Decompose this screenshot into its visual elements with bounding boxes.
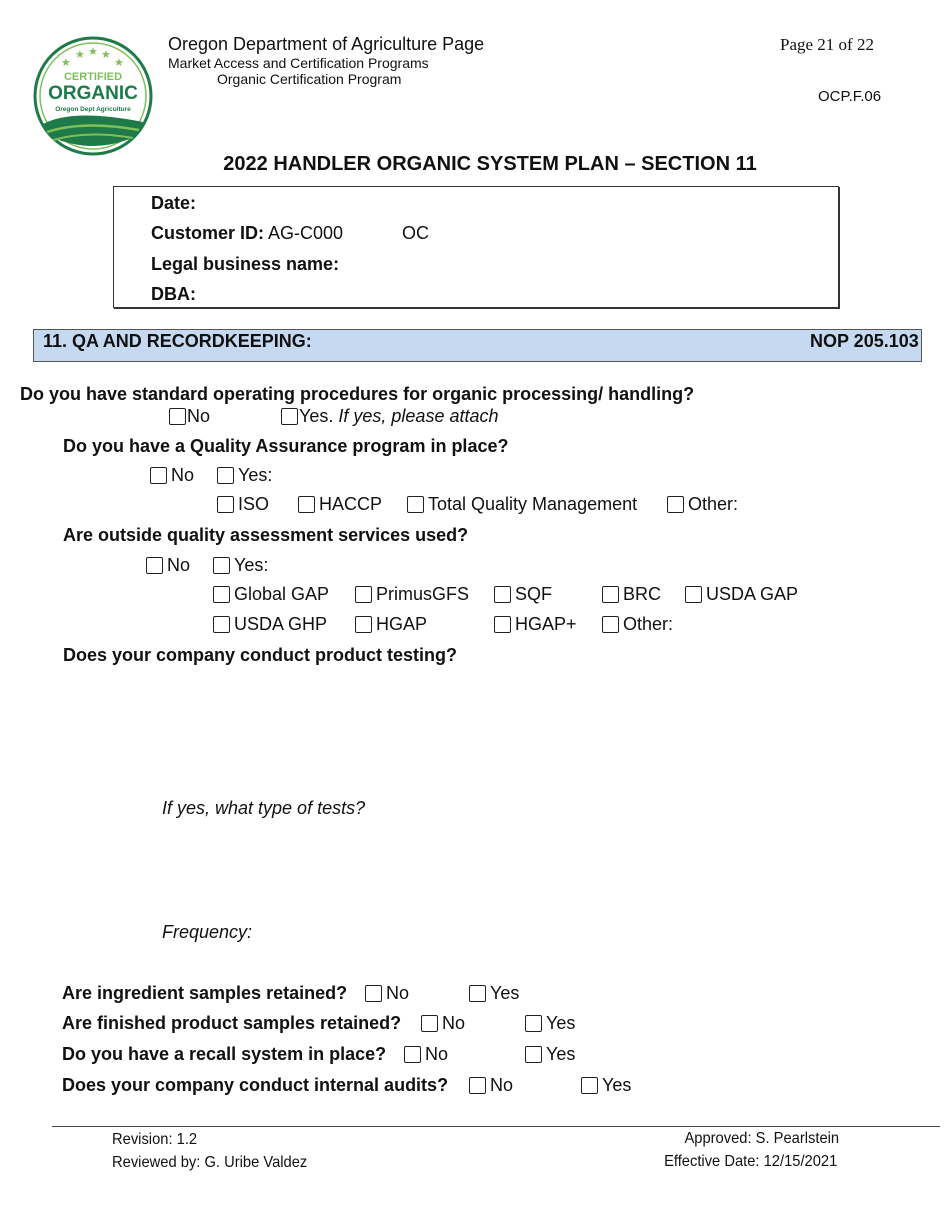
product-testing-question: Does your company conduct product testing?	[63, 645, 458, 665]
usda-gap-label: USDA GAP	[706, 584, 799, 604]
dba-label: DBA:	[151, 284, 196, 304]
section-title: 11. QA AND RECORDKEEPING:	[43, 331, 312, 351]
date-label: Date:	[151, 193, 197, 213]
hgap-plus-checkbox[interactable]	[494, 616, 511, 633]
ingredient-samples-yes-label: Yes	[490, 983, 520, 1003]
outside-yes-checkbox[interactable]	[213, 557, 230, 574]
usda-ghp-label: USDA GHP	[234, 614, 328, 634]
recall-system-yes-label: Yes	[546, 1044, 576, 1064]
service-brc[interactable]	[602, 584, 661, 605]
form-code: OCP.F.06	[818, 88, 882, 105]
service-usda-ghp[interactable]	[213, 614, 327, 635]
primusgfs-label: PrimusGFS	[376, 584, 470, 604]
qa-option-iso[interactable]	[217, 494, 269, 515]
service-usda-gap[interactable]	[685, 584, 798, 605]
finished-samples-no-checkbox[interactable]	[421, 1015, 438, 1032]
usda-ghp-checkbox[interactable]	[213, 616, 230, 633]
service-other-label: Other:	[623, 614, 674, 634]
customer-id-suffix[interactable]: OC	[402, 223, 429, 243]
internal-audits-no-checkbox[interactable]	[469, 1077, 486, 1094]
agency-name: Oregon Department of Agriculture Page	[168, 34, 485, 54]
global-gap-label: Global GAP	[234, 584, 330, 604]
sop-yes-note: If yes, please attach	[338, 406, 499, 426]
svg-text:★: ★	[88, 45, 98, 58]
outside-no-option[interactable]	[146, 555, 190, 576]
internal-audits-no-option[interactable]	[469, 1075, 513, 1096]
sop-yes-checkbox[interactable]	[281, 408, 298, 425]
sqf-label: SQF	[515, 584, 553, 604]
page-title: 2022 HANDLER ORGANIC SYSTEM PLAN – SECTION 11	[223, 153, 757, 175]
program-name: Organic Certification Program	[217, 71, 402, 87]
legal-name-label: Legal business name:	[151, 254, 340, 274]
qa-other-label: Other:	[688, 494, 739, 514]
section-reference: NOP 205.103	[810, 331, 919, 351]
recall-system-question	[62, 1044, 386, 1065]
ingredient-samples-yes-option[interactable]	[469, 983, 519, 1004]
hgap-label: HGAP	[376, 614, 428, 634]
footer-effective-date: Effective Date: 12/15/2021	[663, 1153, 837, 1170]
outside-no-label: No	[167, 555, 191, 575]
outside-services-question: Are outside quality assessment services used?	[63, 525, 469, 545]
qa-option-tqm[interactable]	[407, 494, 637, 515]
internal-audits-text: Does your company conduct internal audits?	[62, 1075, 449, 1095]
service-hgap[interactable]	[355, 614, 427, 635]
division-name: Market Access and Certification Programs	[168, 55, 429, 71]
ingredient-samples-no-checkbox[interactable]	[365, 985, 382, 1002]
service-global-gap[interactable]	[213, 584, 329, 605]
ingredient-samples-text: Are ingredient samples retained?	[62, 983, 348, 1003]
recall-system-yes-checkbox[interactable]	[525, 1046, 542, 1063]
sop-no-option[interactable]	[169, 406, 210, 427]
sop-yes-label: Yes.	[299, 406, 334, 426]
qa-yes-option[interactable]	[217, 465, 272, 486]
qa-no-label: No	[171, 465, 195, 485]
global-gap-checkbox[interactable]	[213, 586, 230, 603]
customer-info-box	[113, 186, 839, 308]
outside-yes-option[interactable]	[213, 555, 268, 576]
certified-organic-logo	[33, 36, 153, 156]
sop-yes-option[interactable]	[281, 406, 498, 427]
service-primusgfs[interactable]	[355, 584, 469, 605]
tests-type-prompt: If yes, what type of tests?	[162, 798, 366, 818]
finished-samples-question	[62, 1013, 401, 1034]
logo-organic-text: ORGANIC	[48, 83, 138, 104]
internal-audits-question	[62, 1075, 448, 1096]
service-hgap-plus[interactable]	[494, 614, 577, 635]
finished-samples-yes-option[interactable]	[525, 1013, 575, 1034]
recall-system-no-option[interactable]	[404, 1044, 448, 1065]
recall-system-no-label: No	[425, 1044, 449, 1064]
hgap-checkbox[interactable]	[355, 616, 372, 633]
qa-yes-checkbox[interactable]	[217, 467, 234, 484]
ingredient-samples-no-option[interactable]	[365, 983, 409, 1004]
sop-no-label: No	[187, 406, 211, 426]
internal-audits-no-label: No	[490, 1075, 514, 1095]
service-other[interactable]	[602, 614, 673, 635]
footer-divider	[52, 1126, 940, 1127]
qa-iso-label: ISO	[238, 494, 270, 514]
ingredient-samples-question	[62, 983, 347, 1004]
svg-text:★: ★	[61, 56, 71, 69]
svg-text:★: ★	[75, 48, 85, 61]
footer-reviewed-by: Reviewed by: G. Uribe Valdez	[112, 1154, 308, 1171]
brc-label: BRC	[623, 584, 662, 604]
footer-approved: Approved: S. Pearlstein	[684, 1130, 839, 1147]
recall-system-text: Do you have a recall system in place?	[62, 1044, 387, 1064]
finished-samples-no-option[interactable]	[421, 1013, 465, 1034]
qa-tqm-checkbox[interactable]	[407, 496, 424, 513]
qa-other-checkbox[interactable]	[667, 496, 684, 513]
logo-sub-text: Oregon Dept Agriculture	[55, 106, 131, 113]
usda-gap-checkbox[interactable]	[685, 586, 702, 603]
qa-tqm-label: Total Quality Management	[428, 494, 638, 514]
brc-checkbox[interactable]	[602, 586, 619, 603]
customer-id-row	[151, 223, 343, 244]
page-number: Page 21 of 22	[780, 35, 874, 54]
qa-question: Do you have a Quality Assurance program in place?	[63, 436, 509, 456]
qa-option-haccp[interactable]	[298, 494, 382, 515]
sop-no-checkbox[interactable]	[169, 408, 186, 425]
customer-id-value[interactable]: AG-C000	[268, 223, 344, 243]
qa-no-option[interactable]	[150, 465, 194, 486]
svg-text:★: ★	[114, 56, 124, 69]
customer-id-label: Customer ID:	[151, 223, 265, 243]
footer-revision: Revision: 1.2	[112, 1131, 198, 1148]
finished-samples-yes-label: Yes	[546, 1013, 576, 1033]
internal-audits-yes-option[interactable]	[581, 1075, 631, 1096]
qa-no-checkbox[interactable]	[150, 467, 167, 484]
qa-iso-checkbox[interactable]	[217, 496, 234, 513]
primusgfs-checkbox[interactable]	[355, 586, 372, 603]
sqf-checkbox[interactable]	[494, 586, 511, 603]
service-sqf[interactable]	[494, 584, 552, 605]
recall-system-no-checkbox[interactable]	[404, 1046, 421, 1063]
finished-samples-no-label: No	[442, 1013, 466, 1033]
ingredient-samples-no-label: No	[386, 983, 410, 1003]
logo-certified-text: CERTIFIED	[63, 71, 123, 83]
recall-system-yes-option[interactable]	[525, 1044, 575, 1065]
finished-samples-text: Are finished product samples retained?	[62, 1013, 402, 1033]
ingredient-samples-yes-checkbox[interactable]	[469, 985, 486, 1002]
qa-yes-label: Yes:	[238, 465, 273, 485]
finished-samples-yes-checkbox[interactable]	[525, 1015, 542, 1032]
frequency-prompt: Frequency:	[162, 922, 253, 942]
outside-yes-label: Yes:	[234, 555, 269, 575]
internal-audits-yes-checkbox[interactable]	[581, 1077, 598, 1094]
qa-haccp-label: HACCP	[319, 494, 383, 514]
hgap-plus-label: HGAP+	[515, 614, 577, 634]
outside-no-checkbox[interactable]	[146, 557, 163, 574]
svg-text:★: ★	[101, 48, 111, 61]
internal-audits-yes-label: Yes	[602, 1075, 632, 1095]
qa-haccp-checkbox[interactable]	[298, 496, 315, 513]
service-other-checkbox[interactable]	[602, 616, 619, 633]
qa-option-other[interactable]	[667, 494, 738, 515]
sop-question: Do you have standard operating procedures for organic processing/ handling?	[20, 384, 695, 404]
